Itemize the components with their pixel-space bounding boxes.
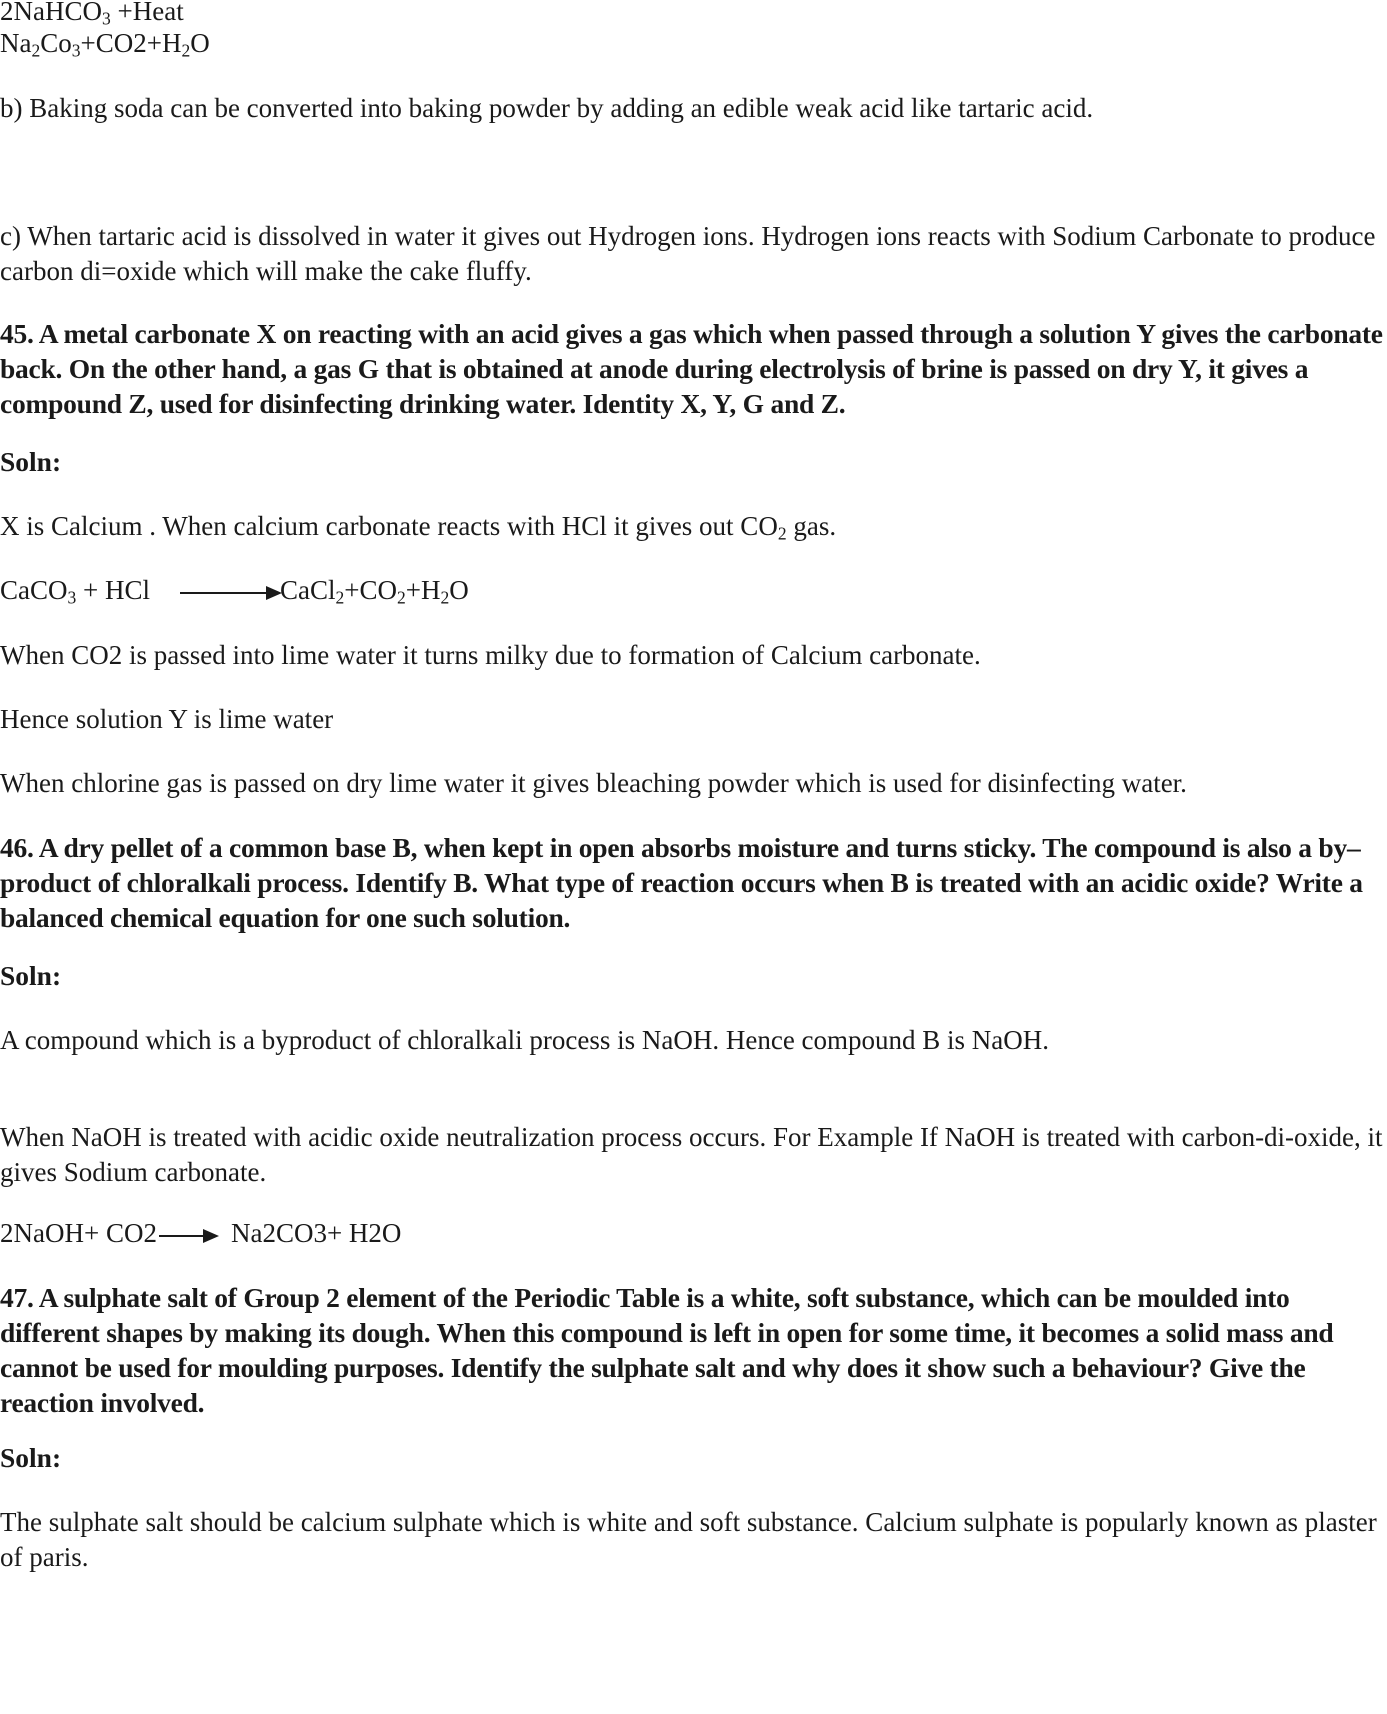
solution-45-line-4: When chlorine gas is passed on dry lime water it gives bleaching powder which is used for disinfecting water. xyxy=(0,768,1187,798)
equation-products: O xyxy=(449,575,469,605)
equation-reactants: CaCO xyxy=(0,575,68,605)
equation-text: O xyxy=(190,28,210,58)
equation-reactants: 2NaOH+ CO2 xyxy=(0,1218,157,1248)
equation-text: Na xyxy=(0,28,32,58)
solution-heading-45: Soln: xyxy=(0,446,62,477)
equation-line-2 xyxy=(0,26,210,60)
solution-text: X is Calcium . When calcium carbonate reacts with HCl it gives out CO xyxy=(0,511,778,541)
reaction-arrow-icon xyxy=(180,586,280,600)
equation-text: +Heat xyxy=(110,0,184,26)
solution-45-line-2: When CO2 is passed into lime water it turns milky due to formation of Calcium carbonate. xyxy=(0,640,981,670)
equation-products: +CO xyxy=(344,575,398,605)
solution-46-line-1: A compound which is a byproduct of chloralkali process is NaOH. Hence compound B is NaOH. xyxy=(0,1025,1050,1055)
equation-45 xyxy=(0,573,469,607)
solution-text: gas. xyxy=(786,511,837,541)
subscript: 2 xyxy=(777,523,787,544)
subscript: 3 xyxy=(71,40,81,61)
subscript: 2 xyxy=(440,587,450,608)
solution-heading-47: Soln: xyxy=(0,1442,62,1473)
subscript: 2 xyxy=(397,587,406,608)
question-46: 46. A dry pellet of a common base B, when kept in open absorbs moisture and turns sticky. The compound is also a by–product of chloralkali process. Identify B. What type of reaction occurs when B is treated with an acidic oxide? Write a balanced chemical equation for one such solution. xyxy=(0,832,1363,933)
equation-products: Na2CO3+ H2O xyxy=(230,1218,402,1248)
solution-45-line-1 xyxy=(0,509,836,543)
equation-46 xyxy=(0,1216,401,1250)
equation-text: 2NaHCO xyxy=(0,0,102,26)
subscript: 3 xyxy=(67,587,77,608)
answer-c-paragraph: c) When tartaric acid is dissolved in water it gives out Hydrogen ions. Hydrogen ions reacts with Sodium Carbonate to produce carbon di=oxide which will make the cake fluffy. xyxy=(0,221,1376,286)
question-47: 47. A sulphate salt of Group 2 element of the Periodic Table is a white, soft substance, which can be moulded into different shapes by making its dough. When this compound is left in open for some time, it becomes a solid mass and cannot be used for moulding purposes. Identify the sulphate salt and why does it show such a behaviour? Give the reaction involved. xyxy=(0,1282,1334,1418)
solution-47-line-1: The sulphate salt should be calcium sulphate which is white and soft substance. Calcium sulphate is popularly known as plaster of paris. xyxy=(0,1507,1377,1572)
equation-text: Co xyxy=(40,28,72,58)
solution-46-line-2: When NaOH is treated with acidic oxide neutralization process occurs. For Example If NaOH is treated with carbon-di-oxide, it gives Sodium carbonate. xyxy=(0,1122,1383,1187)
equation-reactants: + HCl xyxy=(76,575,151,605)
equation-products: CaCl xyxy=(280,575,336,605)
equation-products: +H xyxy=(405,575,441,605)
subscript: 2 xyxy=(31,40,41,61)
equation-line-1 xyxy=(0,0,184,28)
solution-heading-46: Soln: xyxy=(0,960,62,991)
answer-b-paragraph: b) Baking soda can be converted into baking powder by adding an edible weak acid like tartaric acid. xyxy=(0,93,1094,123)
solution-45-line-3: Hence solution Y is lime water xyxy=(0,704,334,734)
equation-text: +CO2+H xyxy=(80,28,182,58)
reaction-arrow-icon xyxy=(159,1229,219,1243)
subscript: 3 xyxy=(102,8,111,29)
subscript: 2 xyxy=(181,40,191,61)
subscript: 2 xyxy=(335,587,345,608)
question-45: 45. A metal carbonate X on reacting with an acid gives a gas which when passed through a solution Y gives the carbonate back. On the other hand, a gas G that is obtained at anode during electrolysis of brine is passed on dry Y, it gives a compound Z, used for disinfecting drinking water. Identity X, Y, G and Z. xyxy=(0,318,1383,419)
